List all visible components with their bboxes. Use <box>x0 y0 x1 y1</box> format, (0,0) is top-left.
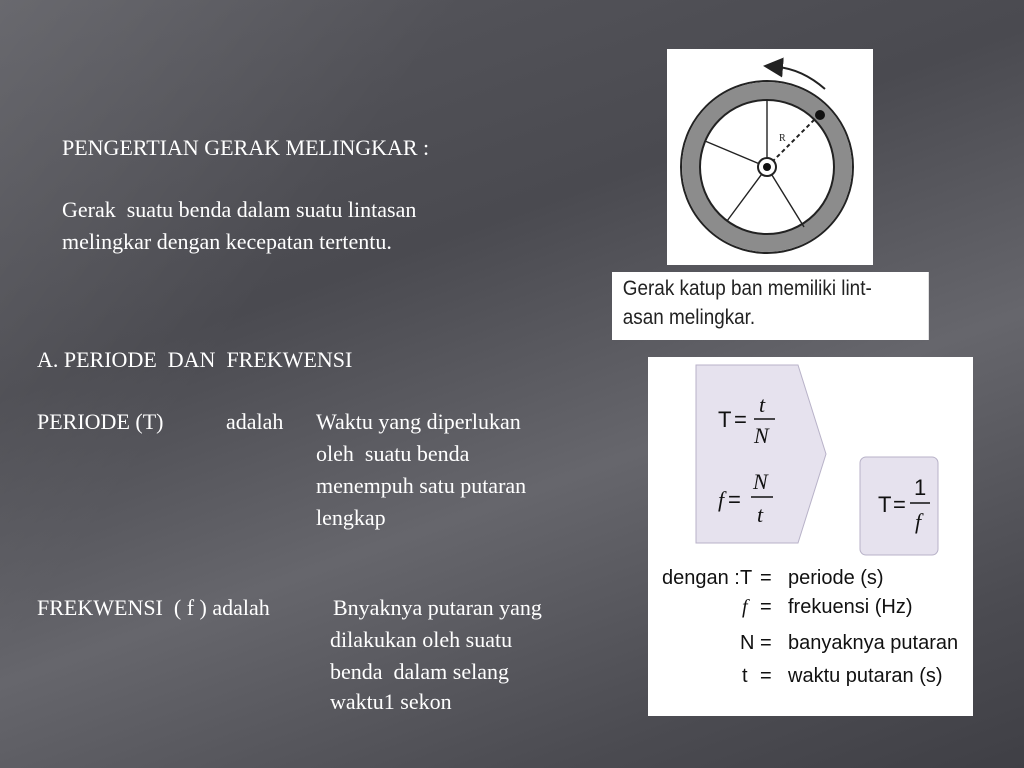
caption-line-2: asan melingkar. <box>622 306 756 329</box>
slide-title: PENGERTIAN GERAK MELINGKAR : <box>62 135 430 160</box>
radius-label: R <box>779 133 786 144</box>
formula-f-symbol: f <box>718 487 725 512</box>
formula-T-symbol: T <box>718 407 732 432</box>
formula-eq: = <box>728 487 741 512</box>
legend-symbol: t <box>742 665 748 687</box>
formula-diagram <box>648 357 973 716</box>
caption-line-1: Gerak katup ban memiliki lint- <box>622 277 872 300</box>
periode-definition-line: oleh suatu benda <box>316 441 470 466</box>
legend-symbol: f <box>742 596 748 618</box>
legend-desc: frekuensi (Hz) <box>788 596 913 618</box>
formula-one: 1 <box>914 475 927 500</box>
formula-N: N <box>753 469 768 494</box>
wheel-caption <box>612 272 929 340</box>
legend-desc: banyaknya putaran <box>788 632 959 654</box>
frekwensi-definition-line: Bnyaknya putaran yang <box>333 595 542 620</box>
legend-symbol: N <box>740 632 755 654</box>
periode-definition-line: Waktu yang diperlukan <box>316 409 521 434</box>
legend-eq: = <box>760 596 772 618</box>
periode-definition-line: lengkap <box>316 505 386 530</box>
frekwensi-definition-line: benda dalam selang <box>330 659 509 684</box>
frekwensi-definition-line: waktu1 sekon <box>330 689 452 714</box>
section-heading-a: A. PERIODE DAN FREKWENSI <box>37 347 353 372</box>
hub-center <box>763 163 771 171</box>
legend-symbol: T <box>740 567 753 589</box>
periode-definition-line: menempuh satu putaran <box>316 473 527 498</box>
legend-eq: = <box>760 567 772 589</box>
formula-t: t <box>757 502 764 527</box>
definition-line-2: melingkar dengan kecepatan tertentu. <box>62 229 392 254</box>
periode-term: PERIODE (T) <box>37 409 164 434</box>
legend-eq: = <box>760 665 772 687</box>
formula-panel <box>648 357 973 716</box>
formula-eq: = <box>893 492 906 517</box>
valve-point <box>815 110 825 120</box>
formula-T-symbol: T <box>878 492 892 517</box>
legend-dengan: dengan : <box>662 567 740 589</box>
legend-desc: waktu putaran (s) <box>788 665 943 687</box>
frekwensi-definition-line: dilakukan oleh suatu <box>330 627 513 652</box>
formula-f: f <box>915 509 922 534</box>
formula-t: t <box>759 392 766 417</box>
legend-desc: periode (s) <box>788 567 884 589</box>
formula-eq: = <box>734 407 747 432</box>
definition-line-1: Gerak suatu benda dalam suatu lintasan <box>62 197 417 222</box>
frekwensi-term: FREKWENSI ( f ) adalah <box>37 595 270 620</box>
wheel-diagram <box>667 49 873 265</box>
legend-eq: = <box>760 632 772 654</box>
formula-N: N <box>754 423 769 448</box>
periode-adalah: adalah <box>226 409 284 434</box>
wheel-figure <box>667 49 873 265</box>
